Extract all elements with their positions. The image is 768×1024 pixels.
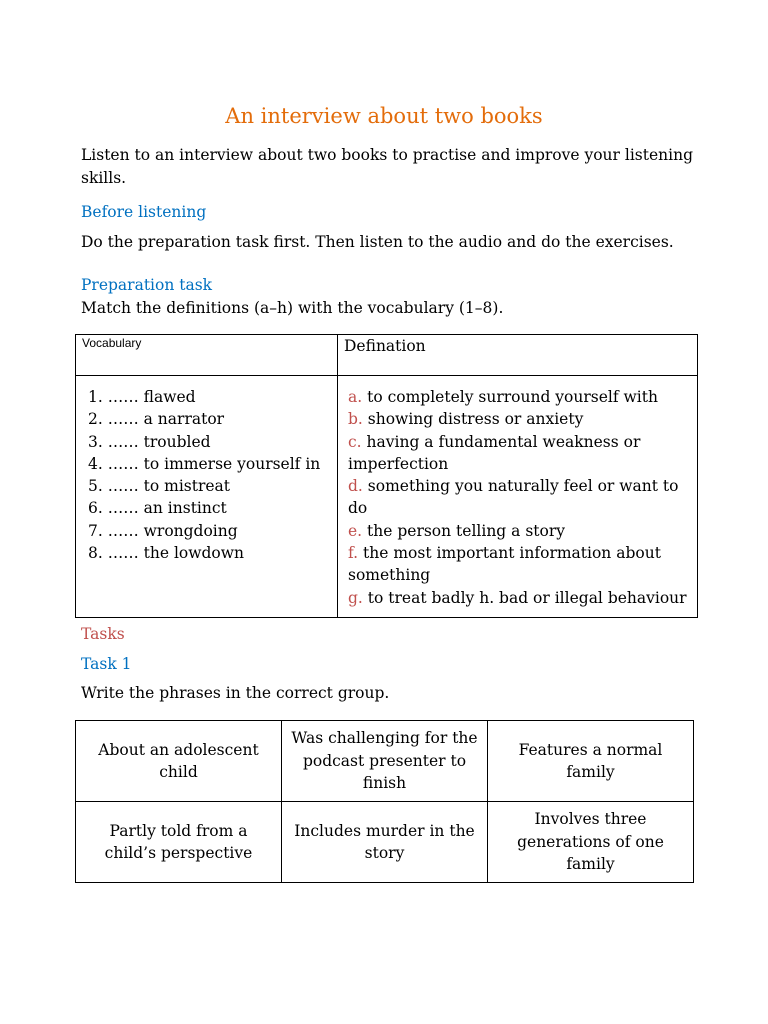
page-title: An interview about two books [225, 104, 543, 128]
vocabulary-item: 8. …… the lowdown [88, 544, 245, 563]
vocabulary-list [88, 386, 331, 564]
task-1-instruction: Write the phrases in the correct group. [81, 684, 390, 702]
phrase-cell: Partly told from a child’s perspective [76, 802, 282, 883]
definition-text: to completely surround yourself with [362, 388, 658, 406]
before-listening-heading: Before listening [81, 203, 207, 221]
definition-letter: g. [348, 588, 363, 607]
definition-letter: b. [348, 410, 363, 429]
definition-letter: d. [348, 477, 363, 496]
definition-text: something you naturally feel or want to do [348, 477, 679, 518]
definition-item [348, 542, 687, 587]
table-row [76, 721, 694, 802]
definition-letter: c. [348, 432, 362, 451]
definition-text: the most important information about something [348, 544, 661, 585]
phrase-cell: Involves three generations of one family [488, 802, 694, 883]
definition-column-header: Defination [338, 335, 698, 376]
vocabulary-item: 4. …… to immerse yourself in [88, 454, 321, 473]
definition-item [348, 475, 687, 520]
definition-cell [338, 376, 698, 618]
vocabulary-column-header: Vocabulary [76, 335, 338, 376]
vocabulary-item: 1. …… flawed [88, 388, 196, 406]
vocabulary-cell [76, 376, 338, 618]
task-1-heading: Task 1 [81, 655, 132, 673]
preparation-task-heading: Preparation task [81, 276, 213, 294]
definition-item [348, 408, 687, 430]
intro-paragraph: Listen to an interview about two books to practise and improve your listening skills. [81, 146, 693, 187]
definition-text: showing distress or anxiety [362, 410, 584, 429]
phrase-cell: Includes murder in the story [282, 802, 488, 883]
phrase-cell: Features a normal family [488, 721, 694, 802]
phrase-cell: Was challenging for the podcast presenter to finish [282, 721, 488, 802]
definition-item [348, 431, 687, 476]
vocabulary-item: 3. …… troubled [88, 432, 211, 451]
definition-text: the person telling a story [362, 521, 566, 540]
vocabulary-item: 6. …… an instinct [88, 499, 227, 518]
definition-item [348, 386, 687, 408]
phrase-cell: About an adolescent child [76, 721, 282, 802]
vocabulary-item: 2. …… a narrator [88, 410, 225, 429]
definition-letter: a. [348, 388, 363, 406]
phrase-group-table [75, 720, 694, 883]
definition-item [348, 587, 687, 609]
vocabulary-item: 7. …… wrongdoing [88, 521, 238, 540]
vocabulary-table [75, 334, 698, 618]
definition-item [348, 520, 687, 542]
vocabulary-item: 5. …… to mistreat [88, 477, 231, 496]
definition-letter: f. [348, 544, 359, 563]
definition-text: to treat badly h. bad or illegal behaviour [362, 588, 687, 607]
preparation-task-text: Match the definitions (a–h) with the vocabulary (1–8). [81, 299, 504, 317]
before-listening-text: Do the preparation task first. Then listen to the audio and do the exercises. [81, 233, 674, 251]
table-row [76, 802, 694, 883]
definition-letter: e. [348, 521, 363, 540]
tasks-label: Tasks [81, 625, 125, 643]
definition-text: having a fundamental weakness or imperfection [348, 432, 641, 473]
